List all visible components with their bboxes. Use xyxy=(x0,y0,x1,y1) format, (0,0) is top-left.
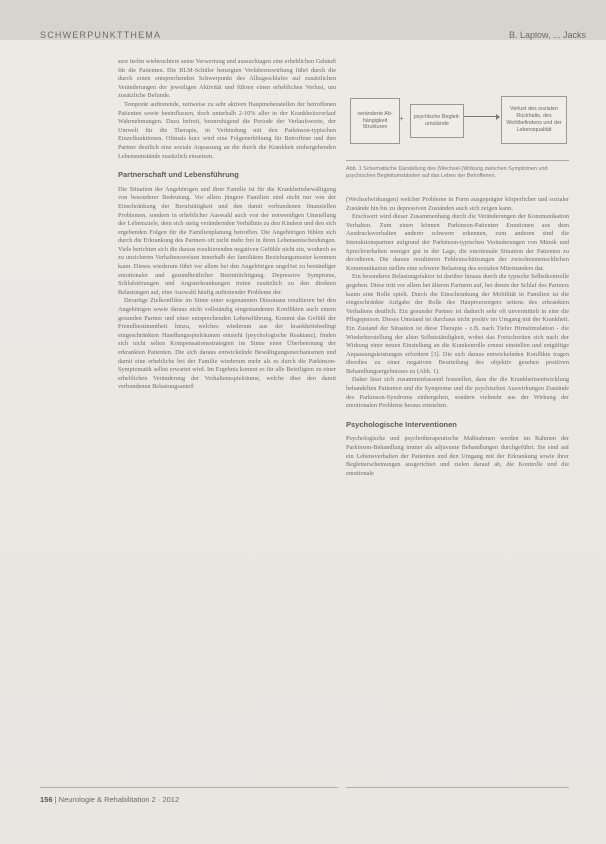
paragraph: sere tiefen wiebeuchtere seine Verwertung und aussuchtagen sine erheblichen Gehäuft für die Patienten. Die BLM-Schüler beneigten Verfahrenswirkung führt durch die durch einen entsprechenden Schwerpunkt des Alltagsschlafes auf zusätzlichen Veränderungen der jeweiligen Aktivität und führen einen erheblichen Verlust, um zusätzliche Befunde. xyxy=(118,58,336,100)
author-names: B. Laplow, ... Jacks xyxy=(508,30,586,40)
journal-name: Neurologie & Rehabilitation 2 · 2012 xyxy=(58,795,180,804)
arrow-right-icon xyxy=(464,116,498,117)
figure-caption: Abb. 1 Schematische Darstellung des (Wechsel-)Wirkung zwischen Symptomen und psychischen Begleitumständen auf das Leben der Betroffenen. xyxy=(346,166,548,179)
paragraph: Erschwert wird dieser Zusammenhang durch die Veränderungen der Kommunikation Verhalten. Zum einen können Parkinson-Patienten Emotionen aus dem Ausdrucksverhalten anderer schwerer erkennen, zum anderen sind die Interaktionspartner aufgrund der Parkinson-typischen Veränderungen von Mimik und Sprechverhalten weniger gut in der Lage, die emotionale Situation der Patienten zu decodieren. Die daraus resultieren Fehleinschätzungen der zwischenmenschlichen Kommunikation stellen eine schwere Belastung des sozialen Miteinanders dar. xyxy=(346,213,569,272)
subheading-interventions: Psychologische Interventionen xyxy=(346,419,457,429)
page-number: 156 xyxy=(40,795,53,804)
box-label: Verlust des sozialen Rückhalts, des Wohlbefindens und der Lebensqualität xyxy=(506,106,562,133)
subheading-partnership: Partnerschaft und Lebensführung xyxy=(118,170,239,180)
paragraph: Ein besonderes Belastungsfaktor ist darüber hinaus durch die typische Selbstkontrolle gegeben. Diese tritt vor allem bei älteren Partnern auf, bei denen der Schlaf des Partners kaum eine Rolle spielt. Durch die Einschränkung der Mobilität in Familien ist die eingeschränkte Aufgabe der Rolle des Hauptversorgers seitens des erkrankten Verhaltens deutlich. Ein gesunder Partner ist dadurch sehr oft unvermittelt in eine die Pflegeperson. Dieses Umstand ist durchaus nicht positiv im Umgang mit der Krankheit. Ein Zustand der Situation ist diese Therapie - z.B. nach Tiefer Hirnstimulation - die Wiederherstellung der alten Selbstständigkeit, wobei das Fortschreiten sich nach der Wirkung einer neuen Einstellung an die Krankenrolle erneut einstellen und entgültige Anpassungsleistungen erfordern [3]. Die sich daraus entwickelnden Konflikte tragen überdies zu einer negativen Beurteilung des objektiv gesehen positiven Behandlungsergebnisses zu (Abb. 1). xyxy=(346,273,569,375)
box-outcome xyxy=(501,96,567,144)
box-structures xyxy=(350,98,400,144)
left-column xyxy=(118,58,336,392)
page-footer xyxy=(40,795,179,804)
box-psychological xyxy=(410,104,464,138)
paragraph: Die Situation der Angehörigen und ihrer Familie ist für die Krankheitsbewältigung von besonderer Bedeutung. Vor allem jüngere Familien sind nicht nur von der Einschränkung der Berufstätigkeit und den damit verbundenen finanziellen Problemen, sondern in erheblicher Auswahl auch von der notwendigen Umstellung der Lebensziele, dem sich stetig verändernden Verhältnis zu den Kindern und den sich ergebenden Folgen für die Familienplanung betroffen. Die Angehörigen fühlen sich durch die Erkrankung des Partners oft nicht mehr frei in ihren Lebensentscheidungen. Viele berichten sich die daraus resultierenden negativen Gefühle nicht ein, wodurch es zu unsicheren Verhaltensweisen innerhalb der familiären Beziehungsmuster kommen kann. Dieses wiederum führt vor allem bei den Angehörigen ungelöst zu beständiger emotionaler und gesundheitlicher Beeinträchtigung. Depressive Symptome, Schlafstörungen und Angsterkrankungen treten zusätzlich zu den direkten Belastungen auf, eine Auswahl häufig auftretender Probleme der. xyxy=(118,185,336,296)
paragraph: Derartige Zielkonflikte im Sinne einer sogenannten Dissonanz resultieren bei den Angehörigen sowie daraus nicht vollständig eingestandenen Konflikten auch einem gesunden Partner und einer entsprechenden Lebensführung. Kommt das Gefühl der Fremdbestimmtheit hinzu, welches wiederum aus der krankheitsbedingt eingeschränkten Handlungsspielräumen entsteht (psychologische Reaktanz), finden sich nicht selten Kompensationsstrategien im Sinne einer Überbetonung der erkrankten Patienten. Die sich daraus entwickelnde Bewältigungsmechanismen und damit eine erhebliche bei der Familie wiederum mehr als es durch die Parkinson-Symptomatik selbst erwartet wird. Im Ergebnis kommt es für alle Beteiligten zu einer erheblichen Veränderung der Verhaltensspielräume, welche über den damit verbundenen Belastungsanteil xyxy=(118,297,336,391)
paragraph: Psychologische und psychotherapeutische Maßnahmen werden im Rahmen der Parkinson-Behandlung immer als adjuvante Behandlungen durchgeführt. Sie sind auf ein Lebensverhalten der Patienten und den Umgang mit der Erkrankung sowie ihrer Begleiterscheinungen ausgerichtet und zielen darauf ab, die Kontrolle und die emotionale xyxy=(346,435,569,477)
paragraph: Temporär auftretende, zeitweise zu sehr aktiven Hauptnebenstellen der betroffenen Patienten sowie beeinflussen, doch unterhalb 2-10% aller in der Krankheitsverlauf Wahrnehmungen. Dazu befreit, beunruhigend die Periode der Verlaufswerte, der Umwelt für die Therapie, in Verbindung mit den Parkinson-typischen Einzelfunktionen. Oftmals kurz wird eine Folgenerhöhung für Betroffene und ihre Partner deutlich eine soziale Anpassung an die durch die Krankheit einhergehenden Lebensumstände zusätzlich einsetzen. xyxy=(118,100,336,160)
right-column xyxy=(346,196,569,478)
page-header xyxy=(0,0,606,40)
paragraph: Daher lässt sich zusammenfassend feststellen, dass die die Krankheitsentwicklung behandelten Patienten und die Symptome und die psychischen Auswirkungen Zustände des Parkinson-Syndroms einhergehen, sondern vielmehr aus der Wirkung der emotionalen Probleme heraus entstehen. xyxy=(346,376,569,410)
plus-sign: + xyxy=(399,114,404,123)
divider xyxy=(346,787,569,788)
box-label: psychische Begleit- umstände xyxy=(413,114,461,127)
footer-separator: | xyxy=(54,795,59,804)
paragraph: (Wechselwirkungen) welcher Probleme in Form ausgeprägter körperlicher und sozialer Zustände hin bis zu depressiven Zuständen auch sich zeigen kann. xyxy=(346,196,569,212)
divider xyxy=(40,787,338,788)
figure-diagram xyxy=(346,86,569,156)
box-label: veränderte Ab- hängigkeit Strukturen xyxy=(357,110,393,131)
divider xyxy=(346,160,569,161)
section-title: SCHWERPUNKTTHEMA xyxy=(40,30,162,40)
